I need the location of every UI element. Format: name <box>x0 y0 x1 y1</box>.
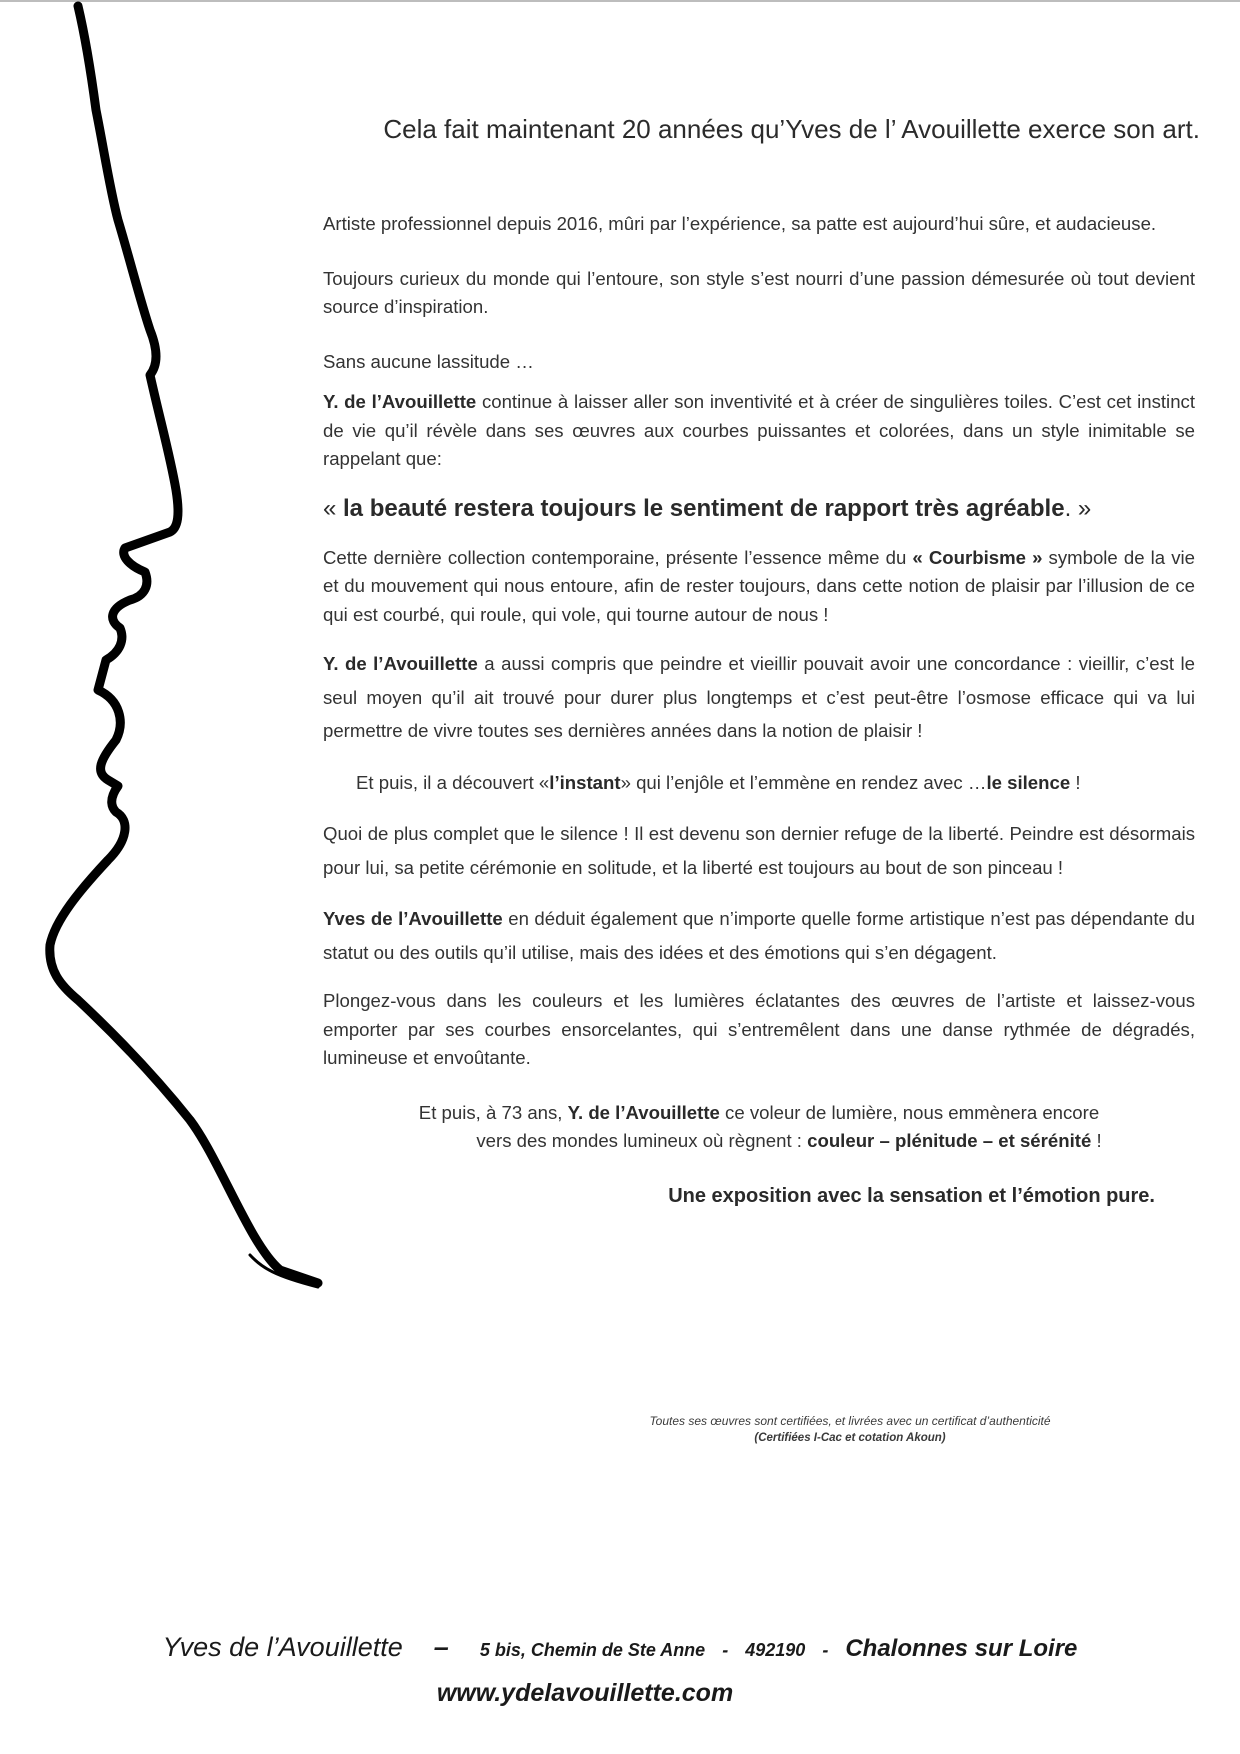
paragraph-concordance: Y. de l’Avouillette a aussi compris que peindre et vieillir pouvait avoir une concordance : vieillir, c’est le seul moyen qu’il ait trouvé pour durer plus longtemps et c’est peut-être l’osmose efficace qui va lui permettre de vivre toutes ses dernières années dans la notion de plaisir ! <box>323 653 1195 741</box>
paragraph-instant: Et puis, il a découvert «l’instant» qui l’enjôle et l’emmène en rendez avec …le silence ! <box>356 771 1081 793</box>
page-title: Cela fait maintenant 20 années qu’Yves de l’ Avouillette exerce son art. <box>383 114 1200 144</box>
artist-name-bold: Y. de l’Avouillette <box>323 391 477 412</box>
artist-name-bold: Y. de l’Avouillette <box>323 653 478 674</box>
website-link[interactable]: www.ydelavouillette.com <box>436 1679 734 1707</box>
certificate-note <box>600 1413 1100 1447</box>
profile-line-drawing <box>0 0 340 1300</box>
paragraph-plongez: Plongez-vous dans les couleurs et les lumières éclatantes des œuvres de l’artiste et laissez-vous emporter par ses courbes ensorcelantes, qui s’entremêlent dans une danse rythmée de dégradés, lumineuse et envoûtante. <box>323 990 1195 1068</box>
article-body <box>323 210 1195 1210</box>
paragraph-inventivity: Y. de l’Avouillette continue à laisser aller son inventivité et à créer de singulières toiles. C’est cet instinct de vie qu’il révèle dans ses œuvres aux courbes puissantes et colorées, dans un style inimitable se rappelant que: <box>323 391 1195 469</box>
footer-address: 5 bis, Chemin de Ste Anne <box>479 1640 706 1660</box>
courbisme-bold: « Courbisme » <box>912 546 1043 568</box>
certification-line: (Certifiées I-Cac et cotation Akoun) <box>754 1432 946 1444</box>
artist-name-bold: Yves de l’Avouillette <box>323 908 503 929</box>
paragraph-73-ans: Et puis, à 73 ans, Y. de l’Avouillette ce voleur de lumière, nous emmènera encore vers des mondes lumineux où règnent : couleur – plénitude – et sérénité ! <box>418 1101 1102 1151</box>
footer: Yves de l’Avouillette – 5 bis, Chemin de Ste Anne - 492190 - Chalonnes sur Loire www.ydelavouillette.com <box>0 1632 1240 1708</box>
certificate-line: Toutes ses œuvres sont certifiées, et livrées avec un certificat d’authenticité <box>649 1414 1051 1428</box>
paragraph-courbisme: Cette dernière collection contemporaine, présente l’essence même du « Courbisme » symbole de la vie et du mouvement qui nous entoure, afin de rester toujours, dans cette notion de plaisir par l’illusion de ce qui est courbé, qui roule, qui vole, qui tourne autour de nous ! <box>323 546 1195 625</box>
paragraph-silence: Quoi de plus complet que le silence ! Il est devenu son dernier refuge de la liberté. Peindre est désormais pour lui, sa petite cérémonie en solitude, et la liberté est toujours au bout de son pinceau ! <box>323 823 1195 878</box>
paragraph-artistic-form: Yves de l’Avouillette en déduit également que n’importe quelle forme artistique n’est pas dépendante du statut ou des outils qu’il utilise, mais des idées et des émotions qui s’en dégagent. <box>323 908 1196 963</box>
paragraph-intro: Artiste professionnel depuis 2016, mûri par l’expérience, sa patte est aujourd’hui sûre, et audacieuse. <box>323 213 1157 234</box>
footer-artist-name: Yves de l’Avouillette <box>162 1632 403 1662</box>
footer-postal-code: 492190 <box>745 1640 806 1660</box>
exposition-line: Une exposition avec la sensation et l’émotion pure. <box>668 1184 1155 1207</box>
paragraph-curiosity: Toujours curieux du monde qui l’entoure, son style s’est nourri d’une passion démesurée où tout devient source d’inspiration. <box>323 267 1195 317</box>
quote-beauty: « la beauté restera toujours le sentiment de rapport très agréable. » <box>323 494 1092 522</box>
paragraph-lassitude: Sans aucune lassitude … <box>323 350 534 372</box>
footer-city: Chalonnes sur Loire <box>845 1635 1078 1662</box>
footer-dash: – <box>433 1632 449 1662</box>
